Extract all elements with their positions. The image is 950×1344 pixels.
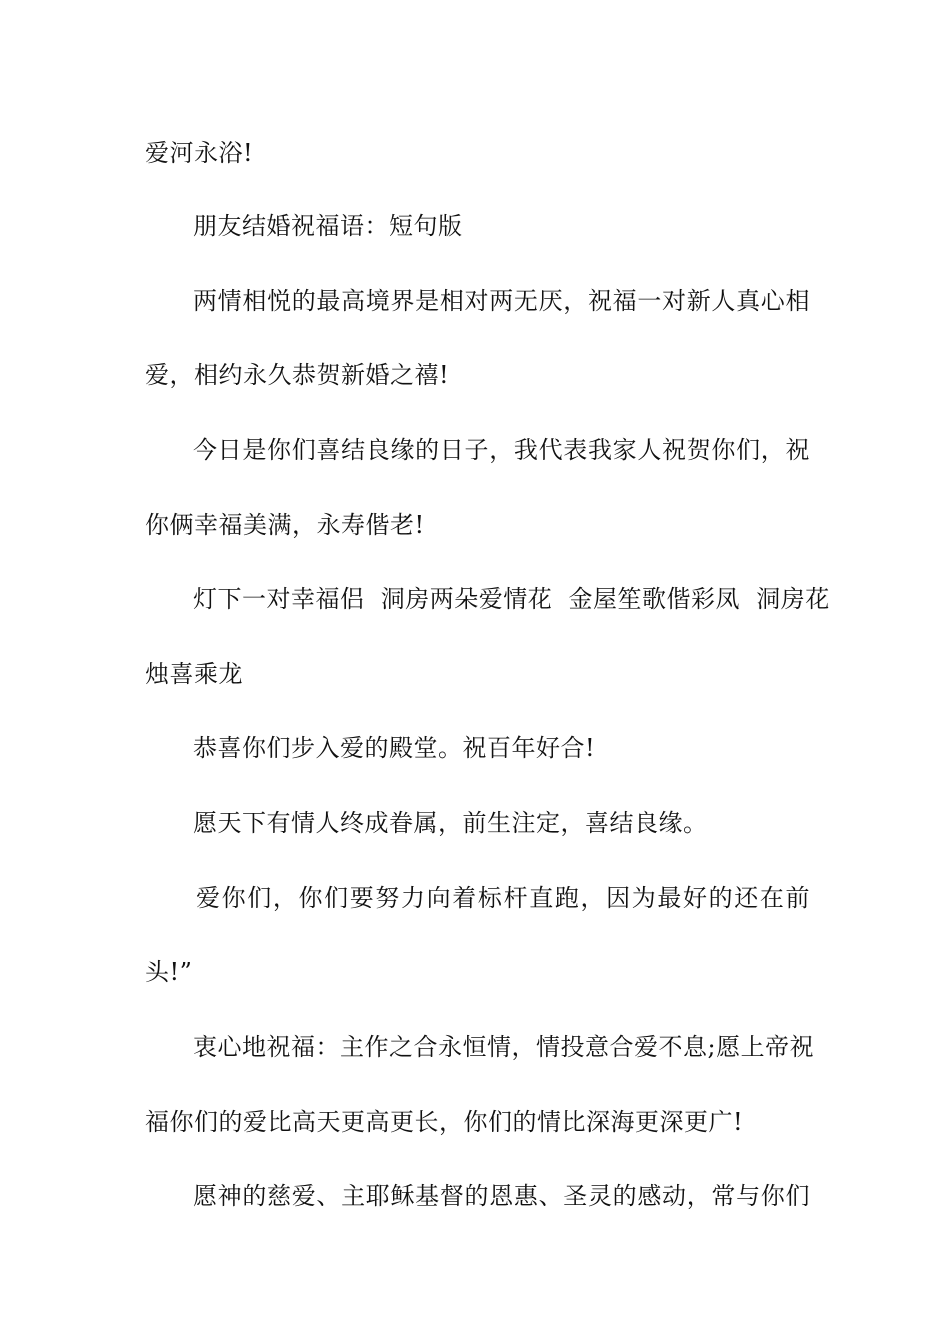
text-line-10: 愿天下有情人终成眷属，前生注定，喜结良缘。: [193, 809, 708, 837]
section-heading: 朋友结婚祝福语：短句版: [193, 212, 463, 240]
text-line-13: 衷心地祝福：主作之合永恒情，情投意合爱不息;愿上帝祝: [193, 1033, 815, 1061]
text-line-3: 两情相悦的最高境界是相对两无厌，祝福一对新人真心相: [193, 287, 810, 315]
text-line-12: 头!”: [145, 958, 193, 986]
text-line-15: 愿神的慈爱、主耶稣基督的恩惠、圣灵的感动，常与你们: [193, 1182, 810, 1210]
text-line-8: 烛喜乘龙: [145, 660, 243, 688]
text-line-11: 爱你们，你们要努力向着标杆直跑，因为最好的还在前: [196, 884, 810, 912]
text-line-4: 爱，相约永久恭贺新婚之禧!: [145, 361, 450, 389]
text-line-5: 今日是你们喜结良缘的日子，我代表我家人祝贺你们，祝: [193, 436, 810, 464]
text-line-7: 灯下一对幸福侣 洞房两朵爱情花 金屋笙歌偕彩凤 洞房花: [193, 585, 830, 613]
text-line-14: 福你们的爱比高天更高更长，你们的情比深海更深更广!: [145, 1108, 744, 1136]
text-line-9: 恭喜你们步入爱的殿堂。祝百年好合!: [193, 734, 596, 762]
text-line-6: 你俩幸福美满，永寿偕老!: [145, 511, 425, 539]
text-line-1: 爱河永浴!: [145, 139, 254, 167]
